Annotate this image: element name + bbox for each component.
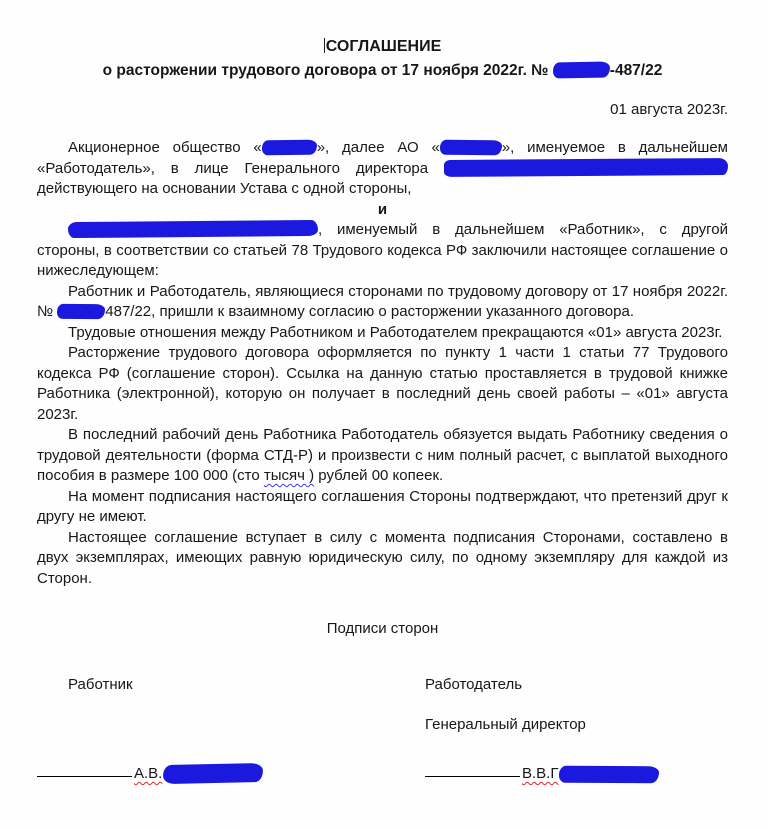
paragraph-employee <box>37 220 728 282</box>
employee-name <box>134 765 263 782</box>
text-cursor <box>324 38 325 53</box>
document-title-text: СОГЛАШЕНИЕ <box>325 38 442 55</box>
employer-role-label: Работодатель <box>425 676 523 693</box>
paragraph-severance-pay <box>37 425 728 487</box>
paragraph-text: В последний рабочий день Работника Работодатель обязуется выдать Работнику сведения о трудовой деятельности (форма СТД-Р) и произвести с ним полный расчет, с выплатой выходного пособия в размере 100 000 (сто <box>37 426 728 484</box>
employer-signature-row <box>425 763 728 785</box>
paragraph-text: Акционерное общество « <box>68 139 262 156</box>
paragraph-text: Работник и Работодатель, являющиеся сторонами по трудовому договору от 17 ноября 2022г. № <box>37 282 728 320</box>
employee-initials: А.В. <box>134 765 163 782</box>
paragraph-no-claims: На момент подписания настоящего соглашения Стороны подтверждают, что претензий друг к другу не имеют. <box>37 487 728 525</box>
redaction-employee-surname <box>163 763 263 784</box>
employer-initials: В.В.Г <box>522 765 559 782</box>
grammar-check-underline: тысяч ) <box>263 467 315 484</box>
redaction-contract-number-2 <box>57 304 105 319</box>
paragraph-text: действующего на основании Устава с одной стороны, <box>37 180 412 197</box>
redaction-contract-number <box>553 62 610 79</box>
paragraph-text: 487/22, пришли к взаимному согласию о расторжении указанного договора. <box>105 303 635 320</box>
redaction-company-short-name <box>440 140 502 156</box>
paragraph-text: рублей 00 копеек. <box>314 467 444 484</box>
paragraph-text: », далее АО « <box>316 139 440 156</box>
redaction-company-name <box>262 140 317 156</box>
subtitle-text-after: -487/22 <box>609 62 663 79</box>
employee-role-label: Работник <box>68 676 133 693</box>
paragraph-legal-basis: Расторжение трудового договора оформляется по пункту 1 части 1 статьи 77 Трудового кодекса РФ (соглашение сторон). Ссылка на данную статью проставляется в трудовой книжке Работника (электронной), которую он получает в последний день своей работы – «01» августа 2023г. <box>37 344 728 423</box>
employer-name <box>522 765 659 782</box>
paragraph-copies: Настоящее соглашение вступает в силу с момента подписания Сторонами, составлено в двух экземплярах, имеющих равную юридическую силу, по одному экземпляру для каждой из Сторон. <box>37 528 728 587</box>
employer-signature-line <box>425 774 520 777</box>
redaction-employee-name <box>68 220 318 238</box>
paragraph-text: », именуемое в дальнейшем «Работодатель», в лице Генерального директора <box>37 139 728 177</box>
conjunction-line: и <box>377 200 388 218</box>
document-date: 01 августа 2023г. <box>610 101 728 118</box>
redaction-employer-surname <box>559 766 659 784</box>
paragraph-employer <box>37 138 728 200</box>
employee-signature-row <box>37 763 425 785</box>
signatures-heading: Подписи сторон <box>326 620 439 637</box>
employee-signature-line <box>37 774 132 777</box>
paragraph-mutual-consent <box>37 282 728 323</box>
signatures-block <box>37 639 728 785</box>
document-subtitle <box>37 60 728 82</box>
director-title-label: Генеральный директор <box>425 716 586 733</box>
document-title <box>37 36 728 58</box>
redaction-director-name <box>444 158 728 177</box>
subtitle-text-before: о расторжении трудового договора от 17 ноября 2022г. № <box>102 62 553 79</box>
paragraph-termination-date: Трудовые отношения между Работником и Работодателем прекращаются «01» августа 2023г. <box>68 323 723 341</box>
paragraph-text: , именуемый в дальнейшем «Работник», с другой стороны, в соответствии со статьей 78 Трудового кодекса РФ заключили настоящее соглашение о нижеследующем: <box>37 221 728 279</box>
